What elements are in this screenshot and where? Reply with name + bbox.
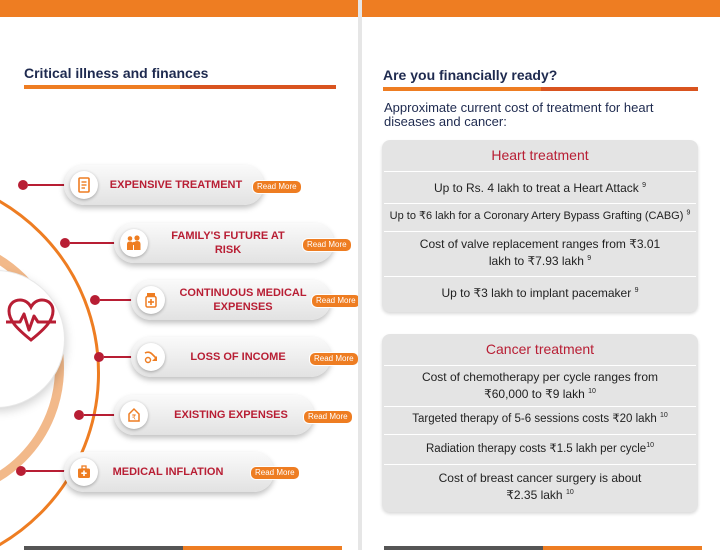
footnote-ref: 10: [565, 489, 574, 496]
divider: [384, 171, 696, 172]
item-medical-inflation[interactable]: [64, 452, 274, 492]
cancer-heading: Cancer treatment: [485, 341, 595, 357]
right-panel: [362, 0, 720, 550]
timeline-dot: [90, 295, 100, 305]
bottom-accent-bar: [384, 546, 702, 550]
left-panel: [0, 0, 358, 550]
read-more-button[interactable]: Read More: [309, 352, 358, 366]
divider: [384, 203, 696, 204]
item-label: EXPENSIVE TREATMENT: [109, 179, 243, 191]
footnote-ref: 10: [659, 412, 668, 420]
bottom-accent-bar: [24, 546, 342, 550]
item-expensive-treatment[interactable]: [64, 165, 264, 205]
timeline-connector: [26, 470, 68, 472]
cost-text: Up to Rs. 4 lakh to treat a Heart Attack: [433, 181, 639, 195]
cost-row: [382, 285, 698, 302]
cost-row: [382, 369, 698, 403]
footnote-ref: 9: [642, 182, 646, 189]
right-title: Are you financially ready?: [383, 67, 558, 83]
divider: [384, 276, 696, 277]
family-icon: [120, 229, 148, 257]
top-accent-bar: [362, 0, 720, 17]
cost-text-line2: lakh to ₹7.93 lakh: [488, 254, 584, 268]
footnote-ref: 9: [634, 287, 639, 294]
cost-row: [382, 208, 698, 225]
divider: [384, 231, 696, 232]
heart-treatment-box: [382, 140, 698, 312]
right-title-underline: [383, 87, 698, 91]
read-more-button[interactable]: Read More: [303, 410, 353, 424]
timeline-connector: [28, 184, 68, 186]
intro-text: Approximate current cost of treatment for heart diseases and cancer:: [384, 100, 654, 129]
cost-row: [382, 180, 698, 197]
expenses-icon: [120, 401, 148, 429]
read-more-button[interactable]: Read More: [250, 466, 300, 480]
item-label: EXISTING EXPENSES: [174, 409, 288, 421]
timeline-dot: [16, 466, 26, 476]
footnote-ref: 9: [587, 255, 592, 262]
cost-text-line2: ₹2.35 lakh: [506, 488, 563, 502]
item-label-line1: CONTINUOUS MEDICAL: [179, 287, 307, 299]
cost-text: Up to ₹3 lakh to implant pacemaker: [441, 286, 632, 300]
income-loss-icon: [137, 343, 165, 371]
top-accent-bar: [0, 0, 358, 17]
footnote-ref: 10: [588, 388, 596, 395]
timeline-dot: [60, 238, 70, 248]
item-label: LOSS OF INCOME: [190, 351, 286, 363]
read-more-button[interactable]: Read More: [311, 294, 358, 308]
medicine-icon: [137, 286, 165, 314]
cost-text-line1: Cost of chemotherapy per cycle ranges from: [421, 370, 659, 384]
left-title: Critical illness and finances: [24, 65, 209, 81]
cost-row: [382, 470, 698, 504]
svg-text:₹: ₹: [131, 413, 137, 422]
cost-text: Targeted therapy of 5-6 sessions costs ₹20 lakh: [412, 413, 657, 425]
cost-row: [382, 411, 698, 428]
timeline-dot: [18, 180, 28, 190]
left-title-underline: [24, 85, 336, 89]
divider: [384, 406, 696, 407]
divider: [384, 365, 696, 366]
item-label: [173, 280, 313, 320]
heart-rate-icon: [6, 298, 56, 344]
cancer-treatment-box: [382, 334, 698, 512]
cost-text: Up to ₹6 lakh for a Coronary Artery Bypass Grafting (CABG): [389, 210, 684, 222]
divider: [384, 464, 696, 465]
item-label: FAMILY'S FUTURE AT RISK: [171, 230, 285, 256]
item-continuous-medical-expenses[interactable]: [131, 280, 331, 320]
item-label: MEDICAL INFLATION: [112, 466, 224, 478]
medical-kit-icon: [70, 458, 98, 486]
item-loss-of-income[interactable]: [131, 337, 331, 377]
divider: [384, 434, 696, 435]
cost-row: [382, 441, 698, 458]
timeline-connector: [70, 242, 120, 244]
item-family-future[interactable]: [114, 223, 334, 263]
cost-text-line1: Cost of valve replacement ranges from ₹3.01: [419, 237, 661, 251]
item-label-line2: EXPENSES: [213, 301, 273, 313]
timeline-dot: [74, 410, 84, 420]
heart-heading: Heart treatment: [491, 147, 589, 163]
read-more-button[interactable]: Read More: [252, 180, 302, 194]
cost-text-line2: ₹60,000 to ₹9 lakh: [484, 387, 585, 401]
cost-text-line1: Cost of breast cancer surgery is about: [438, 471, 642, 485]
footnote-ref: 9: [686, 209, 691, 217]
footnote-ref: 10: [646, 442, 654, 450]
cost-text: Radiation therapy costs ₹1.5 lakh per cycle: [426, 443, 647, 455]
bill-icon: [70, 171, 98, 199]
timeline-dot: [94, 352, 104, 362]
cost-row: [382, 236, 698, 270]
read-more-button[interactable]: Read More: [302, 238, 352, 252]
item-existing-expenses[interactable]: [114, 395, 314, 435]
